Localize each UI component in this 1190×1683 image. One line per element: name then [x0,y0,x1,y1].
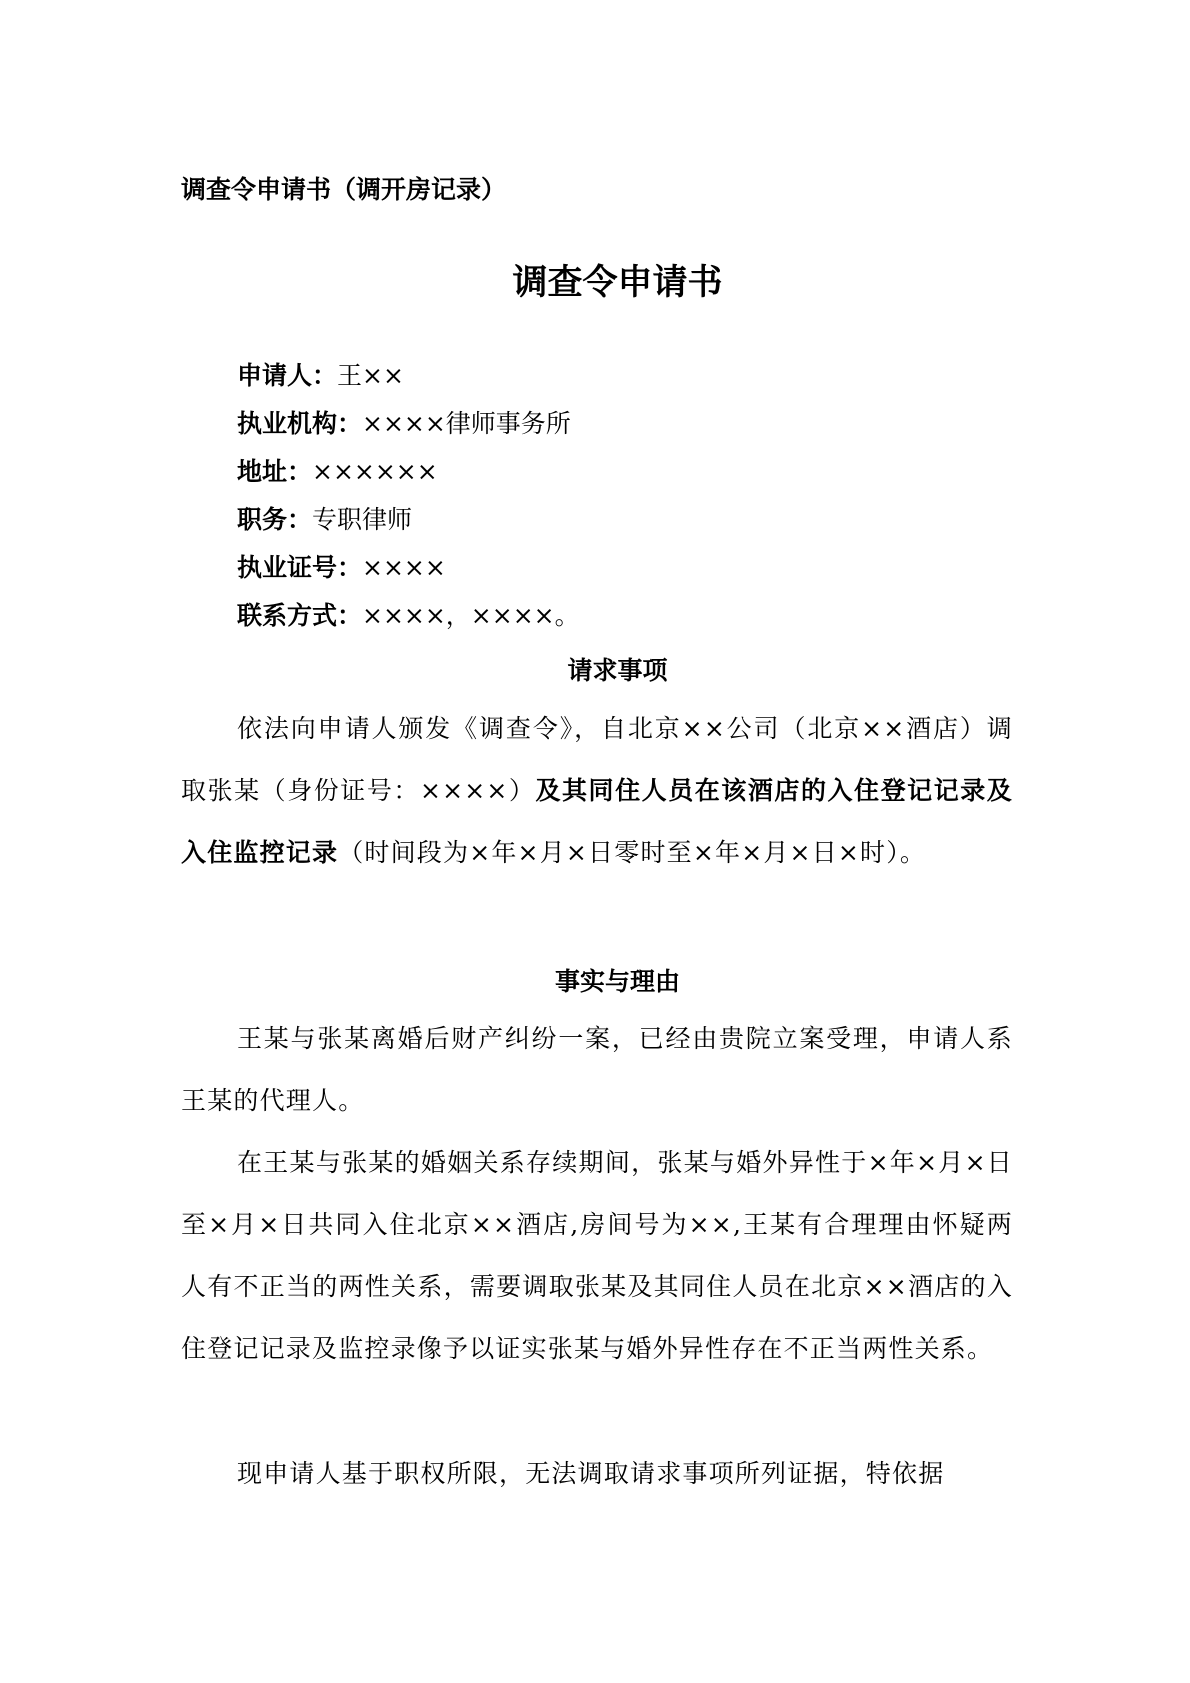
info-label: 执业证号： [237,553,363,582]
document-header: 调查令申请书（调开房记录） [181,175,507,204]
info-value: 专职律师 [312,505,413,534]
license-number-row [237,544,580,592]
info-value: ×××××× [312,457,438,486]
info-label: 联系方式： [237,601,363,630]
facts-paragraph-2: 在王某与张某的婚姻关系存续期间，张某与婚外异性于×年×月×日至×月×日共同入住北京××酒店,房间号为××,王某有合理理由怀疑两人有不正当的两性关系，需要调取张某及其同住人员在北京××酒店的入住登记记录及监控录像予以证实张某与婚外异性存在不正当两性关系。 [181,1148,1013,1363]
info-value: 王×× [337,361,404,390]
info-label: 地址： [237,457,313,486]
practice-institution-row [237,400,580,448]
info-label: 申请人： [237,361,338,390]
document-title: 调查令申请书 [512,263,723,303]
contact-row [237,592,580,640]
facts-section-heading: 事实与理由 [554,967,680,996]
applicant-name-row [237,352,580,400]
facts-paragraph-1: 王某与张某离婚后财产纠纷一案，已经由贵院立案受理，申请人系王某的代理人。 [181,1024,1013,1115]
request-text: 依法向申请人颁发《调查令》，自北京××公司（北京××酒店）调取张某（身份证号：××××） [181,714,1013,805]
request-text-bold: 及其同住人员在该酒店的入住登记记录及入住监控记录 [181,776,1014,867]
request-paragraph [181,698,1013,884]
request-text-tail: （时间段为×年×月×日零时至×年×月×日×时）。 [338,838,927,867]
address-row [237,448,580,496]
position-row [237,496,580,544]
facts-paragraph-3: 现申请人基于职权所限，无法调取请求事项所列证据，特依据 [237,1459,945,1488]
request-section-heading: 请求事项 [567,656,668,685]
applicant-info-list [237,352,580,640]
info-value: ××××律师事务所 [362,409,571,438]
info-value: ××××，××××。 [362,601,580,630]
info-label: 职务： [237,505,313,534]
info-label: 执业机构： [237,409,363,438]
info-value: ×××× [362,553,446,582]
